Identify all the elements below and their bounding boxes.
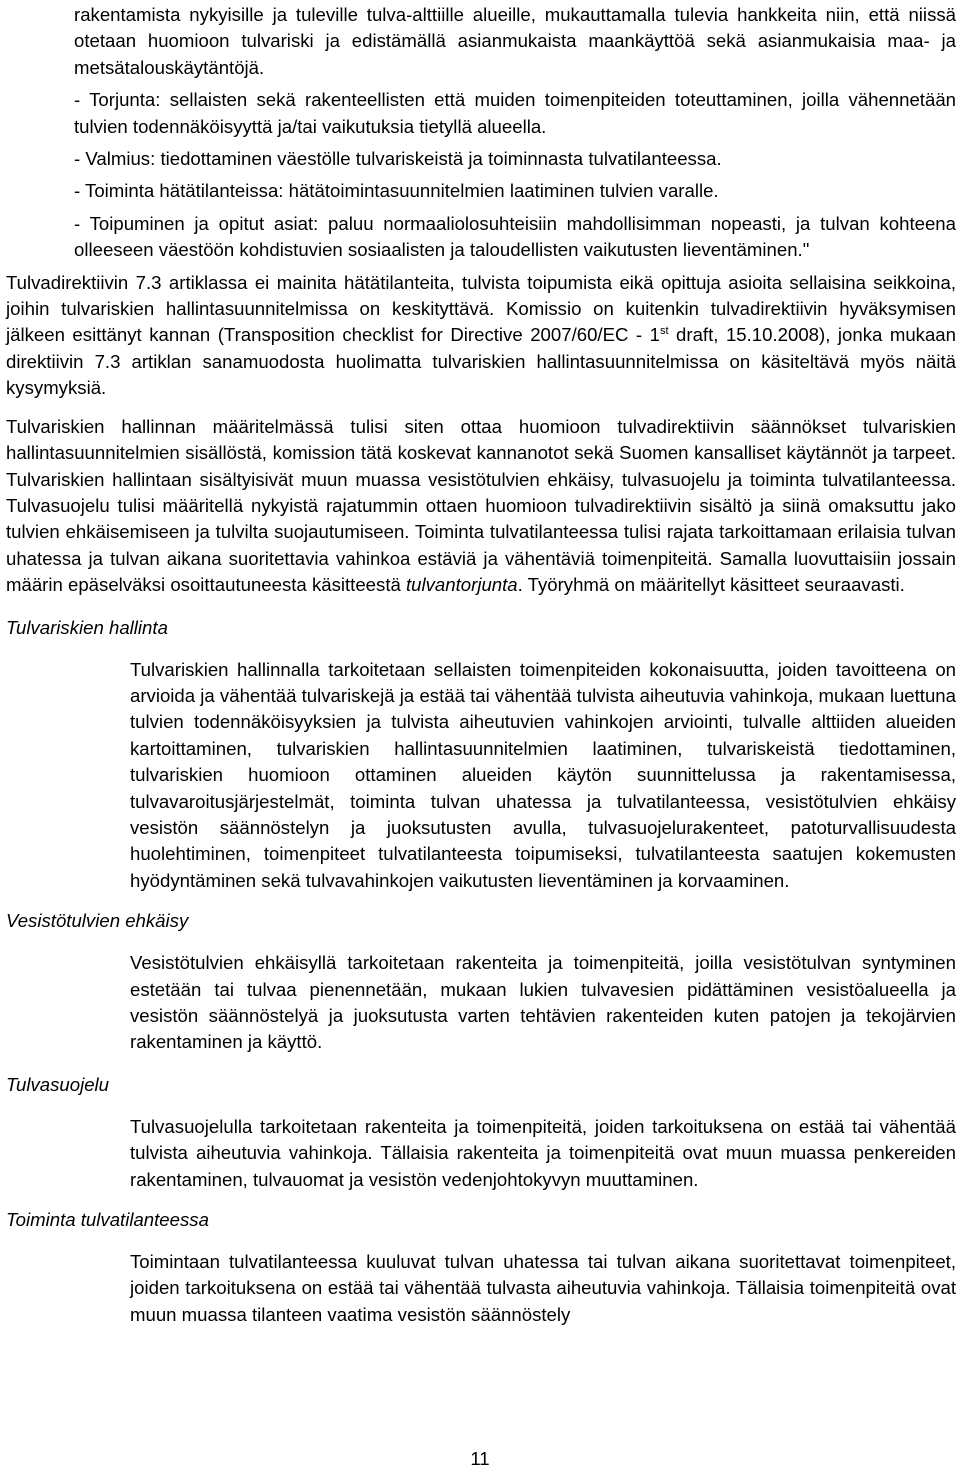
paragraph-maaritelma-part2: . Työryhmä on määritellyt käsitteet seuraavasti.: [517, 574, 905, 596]
term-tulvantorjunta: tulvantorjunta: [406, 574, 518, 596]
document-page: [6, 0, 956, 1328]
definition-vesistotulvien-ehkaisy: [6, 908, 956, 1056]
definition-term: Tulvariskien hallinta: [6, 616, 168, 638]
definition-tulvasuojelu: [6, 1072, 956, 1193]
paragraph-artikla: [6, 270, 956, 402]
paragraph-artikla-part1: Tulvadirektiivin 7.3 artiklassa ei mainita hätätilanteita, tulvista toipumista eikä opittuja asioita sellaisina seikkoina, joihin tulvariskien hallintasuunnitelmissa on keskityttävä. Komissio on kuitenkin tulvadirektiivin hyväksymisen jälkeen esittänyt kannan (Transposition checklist for Directive 2007/60/EC - 1: [6, 271, 956, 346]
list-item-toiminta: - Toiminta hätätilanteissa: hätätoimintasuunnitelmien laatiminen tulvien varalle.: [74, 180, 719, 202]
definition-text: Toimintaan tulvatilanteessa kuuluvat tulvan uhatessa tai tulvan aikana suoritettavat toimenpiteet, joiden tarkoituksena on estää tai vähentää tulvasta aiheutuvia vahinkoja. Tällaisia toimenpiteitä ovat muun muassa tilanteen vaatima vesistön säännöstely: [130, 1251, 956, 1325]
list-item-valmius: - Valmius: tiedottaminen väestölle tulvariskeistä ja toiminnasta tulvatilanteessa.: [74, 148, 722, 170]
paragraph-artikla-part2: draft, 15.10.2008), jonka mukaan direktiivin 7.3 artiklan sanamuodosta huolimatta tulvariskien hallintasuunnitelmissa on käsiteltävä myös näitä kysymyksiä.: [6, 324, 956, 399]
list-item-torjunta: - Torjunta: sellaisten sekä rakenteellisten että muiden toimenpiteiden toteuttaminen, joilla vähennetään tulvien todennäköisyyttä ja/tai vaikutuksia tietyllä alueella.: [74, 89, 956, 137]
definition-toiminta-tulvatilanteessa: [6, 1207, 956, 1328]
definition-term: Tulvasuojelu: [6, 1073, 110, 1095]
intro-continuation: rakentamista nykyisille ja tuleville tulva-alttiille alueille, mukauttamalla tulevia hankkeita niin, että niissä otetaan huomioon tulvariski ja edistämällä asianmukaista maankäyttöä sekä asianmukaisia maa- ja metsätalouskäytäntöjä.: [74, 4, 956, 78]
list-item-toipuminen: - Toipuminen ja opitut asiat: paluu normaaliolosuhteisiin mahdollisimman nopeasti, ja tulvan kohteena olleeseen väestöön kohdistuvien sosiaalisten ja taloudellisten vaikutusten lieventäminen.": [74, 212, 956, 261]
paragraph-maaritelma-part1: Tulvariskien hallinnan määritelmässä tulisi siten ottaa huomioon tulvadirektiivin säännökset tulvariskien hallintasuunnitelmien sisällöstä, komission tätä koskevat kannanotot sekä Suomen kansalliset käytännöt ja tarpeet. Tulvariskien hallintaan sisältyisivät muun muassa vesistötulvien ehkäisy, tulvasuojelu ja toiminta tulvatilanteessa. Tulvasuojelu tulisi määritellä nykyistä rajatummin ottaen huomioon tulvadirektiivin sisältö ja siinä omaksuttu jako tulvien ehkäisemiseen ja tulvilta suojautumiseen. Toiminta tulvatilanteessa tulisi rajata tarkoittamaan erilaisia tulvan uhatessa ja tulvan aikana suoritettavia vahinkoa estäviä ja vähentäviä toimenpiteitä. Samalla luovuttaisiin jossain määrin epäselväksi osoittautuneesta käsitteestä: [6, 415, 956, 596]
definition-term: Toiminta tulvatilanteessa: [6, 1209, 209, 1231]
page-number: 11: [470, 1448, 490, 1469]
definition-text: Tulvasuojelulla tarkoitetaan rakenteita ja toimenpiteitä, joiden tarkoituksena on estää tai vähentää tulvista aiheutuvia vahinkoja. Tällaisia rakenteita ja toimenpiteitä ovat muun muassa penkereiden rakentaminen, tulvauomat ja vesistön vedenjohtokyvyn muuttaminen.: [130, 1115, 956, 1190]
definition-text: Vesistötulvien ehkäisyllä tarkoitetaan rakenteita ja toimenpiteitä, joilla vesistötulvan syntyminen estetään tai tulvaa pienennetään, mukaan lukien tulvavesien pidättäminen vesistöalueella ja vesistön säännöstelyä ja juoksutusta varten tehtävien rakenteiden kuten patojen ja tekojärvien rakentaminen ja käyttö.: [130, 952, 956, 1053]
paragraph-maaritelma: [6, 414, 956, 599]
definition-tulvariskien-hallinta: [6, 615, 956, 895]
definition-text: Tulvariskien hallinnalla tarkoitetaan sellaisten toimenpiteiden kokonaisuutta, joiden tavoitteena on arvioida ja vähentää tulvariskejä ja estää tai vähentää tulvista aiheutuvia vahinkoja, mukaan luettuna tulvien todennäköisyyksien ja tulvista aiheutuvien vahinkojen arviointi, tulvalle alttiiden alueiden kartoittaminen, tulvariskien hallintasuunnitelmien laatiminen, tulvariskeistä tiedottaminen, tulvariskien huomioon ottaminen alueiden käytön suunnittelussa ja rakentamisessa, tulvavaroitusjärjestelmät, toiminta tulvan uhatessa ja tulvatilanteessa, vesistötulvien ehkäisy vesistön säännöstelyn ja juoksutusten avulla, tulvasuojelurakenteet, patoturvallisuudesta huolehtiminen, toimenpiteet tulvatilanteesta toipumiseksi, tulvatilanteesta saatujen kokemusten hyödyntäminen sekä tulvavahinkojen vaikutusten lieventäminen ja korvaaminen.: [130, 658, 956, 891]
superscript-st: st: [659, 325, 669, 338]
quoted-list-block: [74, 2, 956, 264]
definition-term: Vesistötulvien ehkäisy: [6, 910, 189, 932]
